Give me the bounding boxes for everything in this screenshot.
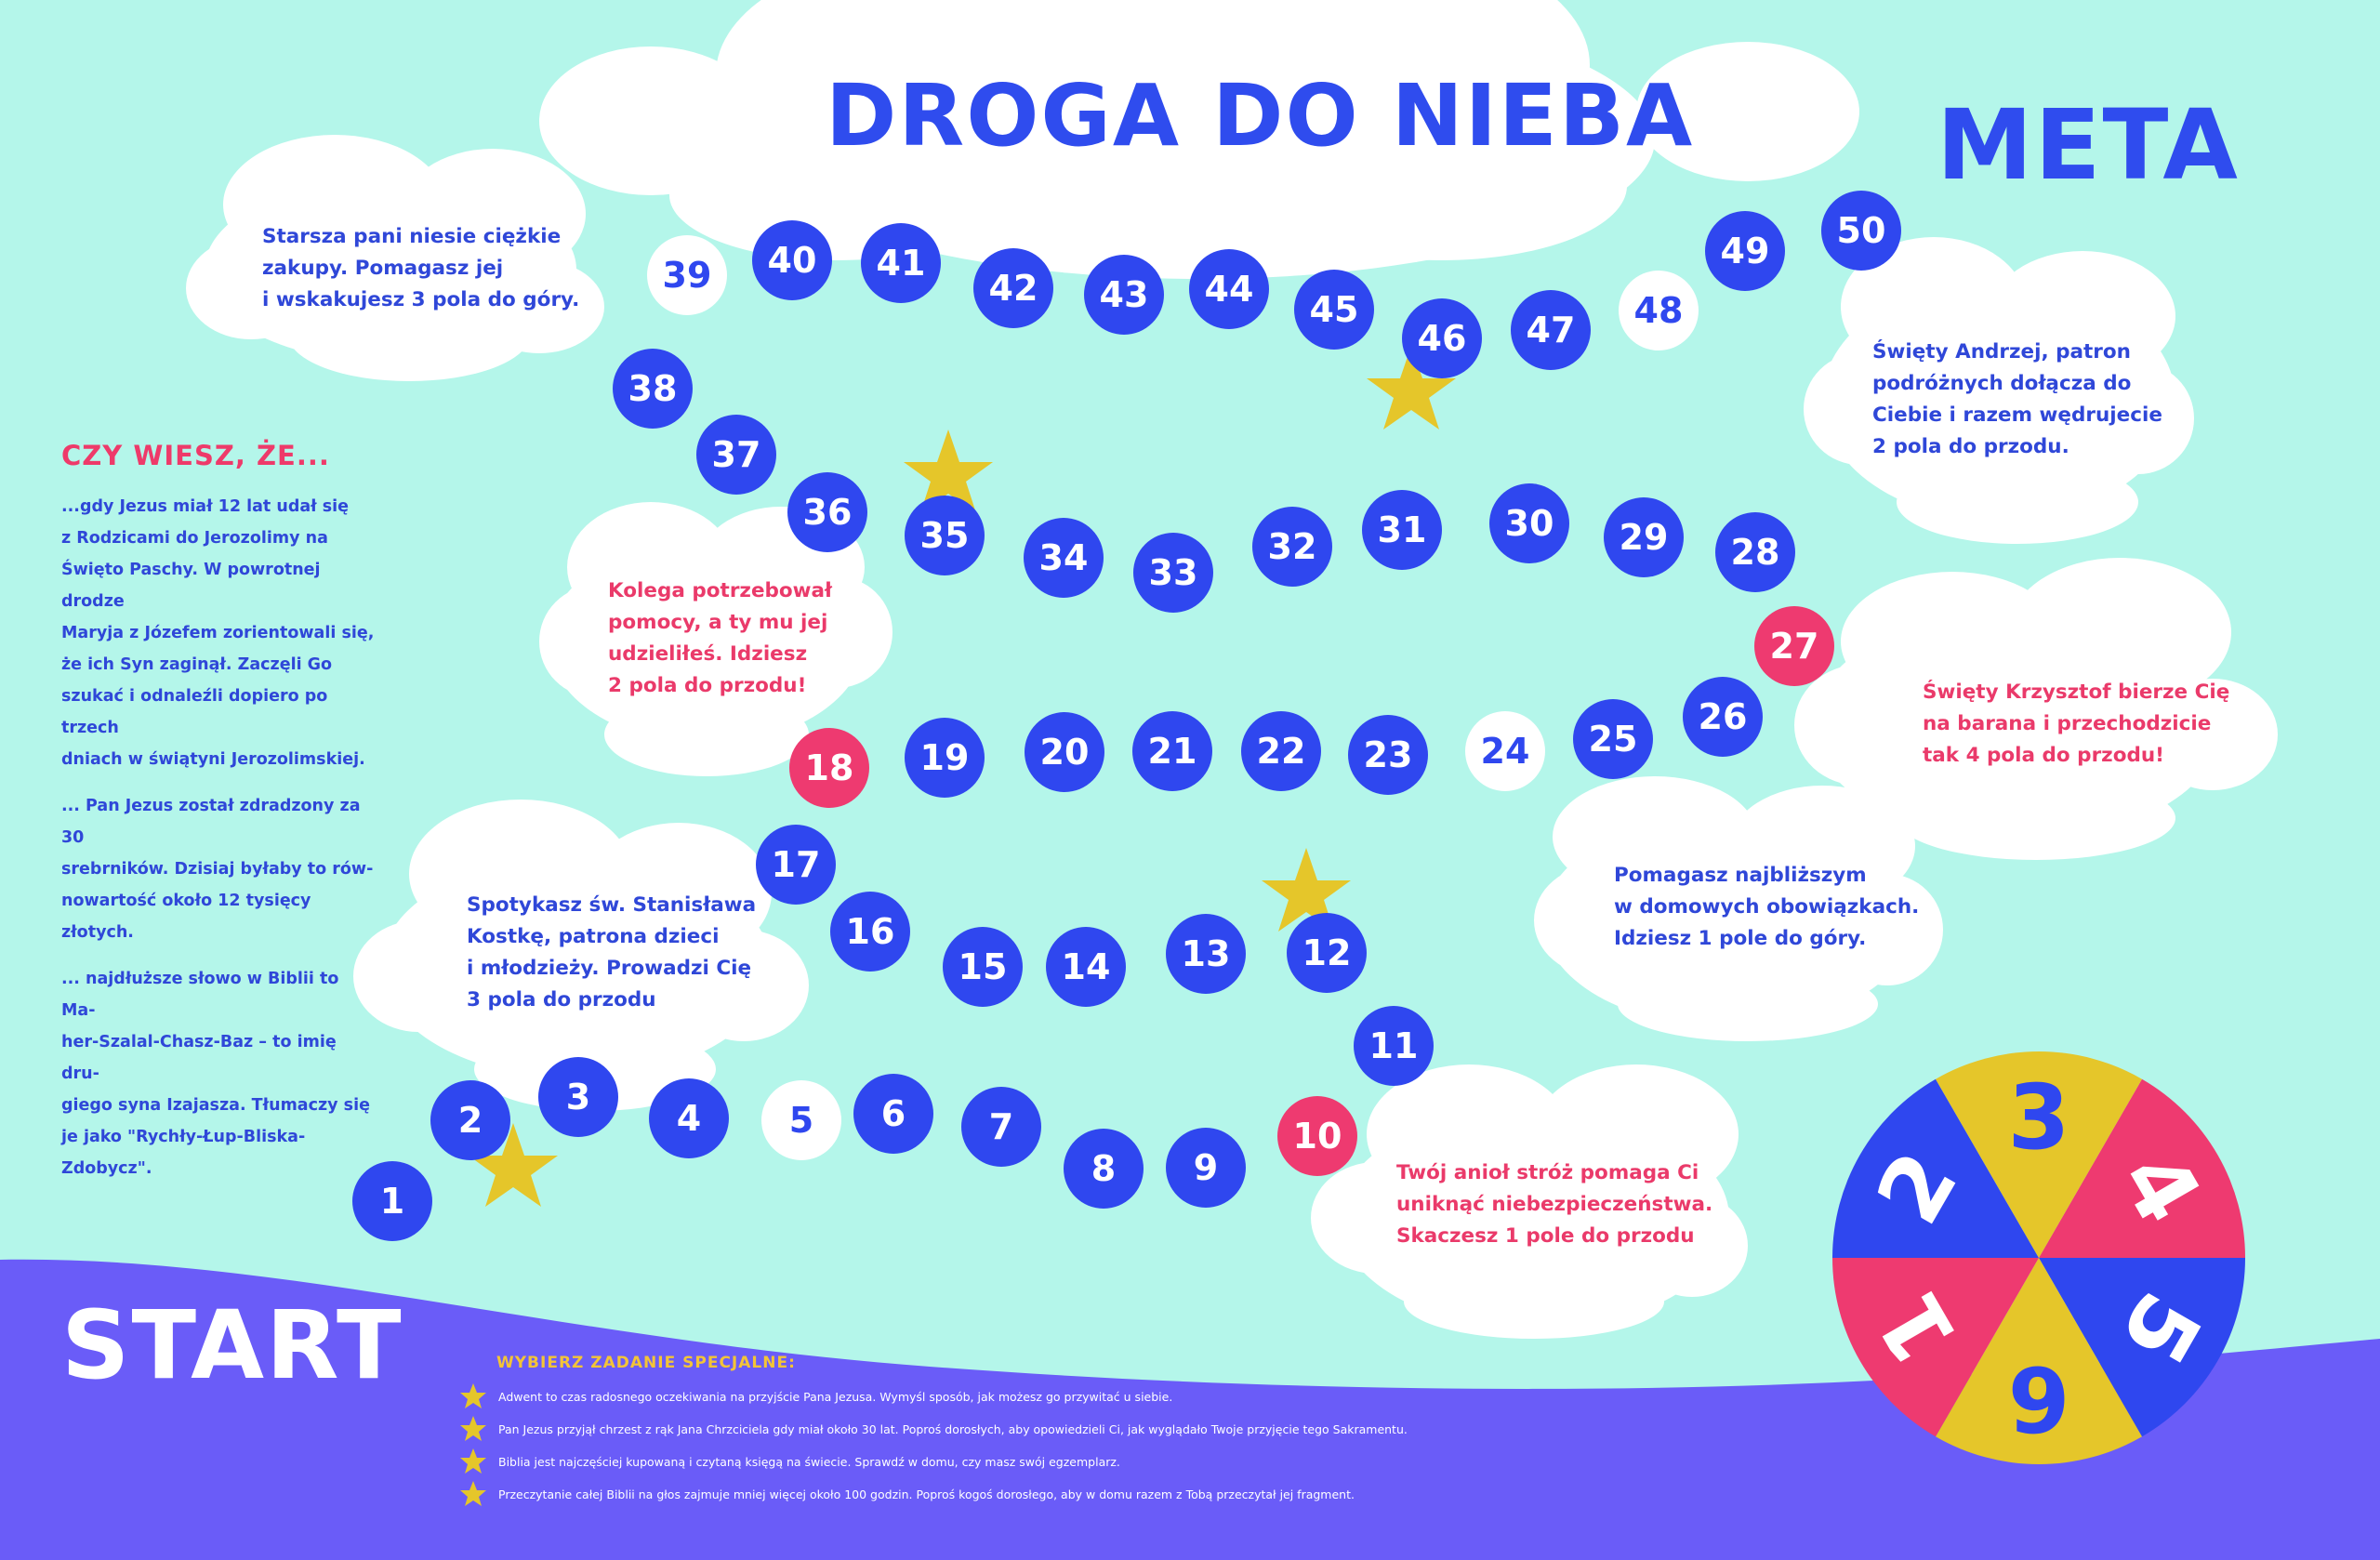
star-icon <box>459 1382 487 1410</box>
special-task-item <box>459 1415 1408 1443</box>
board-field-14: 14 <box>1046 927 1126 1007</box>
board-field-27: 27 <box>1754 606 1834 686</box>
special-task-text: Przeczytanie całej Biblii na głos zajmuje mniej więcej około 100 godzin. Poproś kogoś dorosłego, aby w domu razem z Tobą przeczytał jej fragment. <box>498 1487 1355 1501</box>
special-task-item <box>459 1480 1355 1508</box>
board-field-29: 29 <box>1604 497 1684 577</box>
spinner-label: 2 <box>1857 1134 1978 1241</box>
board-field-3: 3 <box>538 1057 618 1137</box>
cloud-text-andrzej: Święty Andrzej, patron podróżnych dołącza do Ciebie i razem wędrujecie 2 pola do przodu. <box>1872 340 2162 458</box>
board-field-38: 38 <box>613 349 693 429</box>
board-field-8: 8 <box>1064 1129 1144 1209</box>
board-field-32: 32 <box>1252 507 1332 587</box>
special-task-item <box>459 1448 1120 1475</box>
board-field-24: 24 <box>1465 711 1545 791</box>
board-field-19: 19 <box>905 718 985 798</box>
board-field-35: 35 <box>905 496 985 575</box>
spinner-label: 1 <box>1857 1275 1978 1382</box>
star-icon <box>459 1415 487 1443</box>
board-field-13: 13 <box>1166 914 1246 994</box>
special-tasks-heading: WYBIERZ ZADANIE SPECJALNE: <box>496 1354 796 1372</box>
special-task-item <box>459 1382 1172 1410</box>
board-field-43: 43 <box>1084 255 1164 335</box>
board-field-1: 1 <box>352 1161 432 1241</box>
spinner-label: 3 <box>2007 1065 2070 1170</box>
finish-label: META <box>1937 88 2240 202</box>
cloud-text-kolega: Kolega potrzebował pomocy, a ty mu jej udzieliłeś. Idziesz 2 pola do przodu! <box>608 579 833 697</box>
board-field-10: 10 <box>1277 1096 1357 1176</box>
board-field-40: 40 <box>752 220 832 300</box>
special-task-text: Biblia jest najczęściej kupowaną i czytaną księgą na świecie. Sprawdź w domu, czy masz swój egzemplarz. <box>498 1454 1120 1469</box>
board-field-30: 30 <box>1489 483 1569 563</box>
board-field-5: 5 <box>761 1080 841 1160</box>
board-field-12: 12 <box>1287 913 1367 993</box>
board-field-2: 2 <box>430 1080 510 1160</box>
fact-paragraph: ... Pan Jezus został zdradzony za 30 srebrników. Dzisiaj byłaby to rów- nowartość około 12 tysięcy złotych. <box>61 797 374 942</box>
board-field-36: 36 <box>787 472 867 552</box>
fact-paragraph: ... najdłuższe słowo w Biblii to Ma- her-Szalal-Chasz-Baz – to imię dru- giego syna Izajasza. Tłumaczy się je jako "Rychły-Łup-Bliska-Zdobycz". <box>61 970 370 1178</box>
spinner <box>1832 1051 2245 1464</box>
board-field-25: 25 <box>1573 699 1653 779</box>
board-field-16: 16 <box>830 892 910 972</box>
board-field-22: 22 <box>1241 711 1321 791</box>
board-field-47: 47 <box>1511 290 1591 370</box>
board-field-11: 11 <box>1354 1006 1434 1086</box>
board-field-18: 18 <box>789 728 869 808</box>
cloud-text-aniol: Twój anioł stróż pomaga Ci uniknąć niebezpieczeństwa. Skaczesz 1 pole do przodu <box>1396 1161 1713 1248</box>
board-field-50: 50 <box>1821 191 1901 271</box>
board-field-48: 48 <box>1619 271 1699 350</box>
cloud-text-stanislaw: Spotykasz św. Stanisława Kostkę, patrona dzieci i młodzieży. Prowadzi Cię 3 pola do przodu <box>467 893 757 1011</box>
board-field-28: 28 <box>1715 512 1795 592</box>
cloud-text-obowiazki: Pomagasz najbliższym w domowych obowiązkach. Idziesz 1 pole do góry. <box>1614 864 1920 950</box>
board-field-37: 37 <box>696 415 776 495</box>
board-field-4: 4 <box>649 1078 729 1158</box>
board-field-45: 45 <box>1294 270 1374 350</box>
spinner-label: 6 <box>2007 1345 2070 1450</box>
facts-heading: CZY WIESZ, ŻE... <box>61 440 330 471</box>
facts-panel <box>61 437 377 1184</box>
board-field-23: 23 <box>1348 715 1428 795</box>
board-field-21: 21 <box>1132 711 1212 791</box>
board-field-46: 46 <box>1402 298 1482 378</box>
board-field-20: 20 <box>1025 712 1104 792</box>
start-label: START <box>61 1290 403 1401</box>
board-field-7: 7 <box>961 1087 1041 1167</box>
cloud-text-krzysztof: Święty Krzysztof bierze Cię na barana i przechodzicie tak 4 pola do przodu! <box>1923 681 2230 767</box>
board-field-31: 31 <box>1362 490 1442 570</box>
board-field-34: 34 <box>1024 518 1104 598</box>
cloud-text-starsza-pani: Starsza pani niesie ciężkie zakupy. Pomagasz jej i wskakujesz 3 pola do góry. <box>262 225 580 311</box>
star-icon <box>459 1448 487 1475</box>
board-field-49: 49 <box>1705 211 1785 291</box>
spinner-label: 4 <box>2099 1134 2221 1241</box>
page-title: DROGA DO NIEBA <box>826 66 1695 165</box>
board-field-6: 6 <box>853 1074 933 1154</box>
board-field-15: 15 <box>943 927 1023 1007</box>
board-field-42: 42 <box>973 248 1053 328</box>
spinner-label: 5 <box>2099 1275 2221 1382</box>
board-field-9: 9 <box>1166 1128 1246 1208</box>
board-field-17: 17 <box>756 825 836 905</box>
board-field-44: 44 <box>1189 249 1269 329</box>
special-task-text: Pan Jezus przyjął chrzest z rąk Jana Chrzciciela gdy miał około 30 lat. Poproś dorosłych, aby opowiedzieli Ci, jak wyglądało Twoje przyjęcie tego Sakramentu. <box>498 1421 1408 1436</box>
star-icon <box>459 1480 487 1508</box>
board-field-33: 33 <box>1133 533 1213 613</box>
board-field-26: 26 <box>1683 677 1763 757</box>
special-task-text: Adwent to czas radosnego oczekiwania na przyjście Pana Jezusa. Wymyśl sposób, jak możesz go przywitać u siebie. <box>498 1389 1173 1404</box>
fact-paragraph: ...gdy Jezus miał 12 lat udał się z Rodzicami do Jerozolimy na Święto Paschy. W powrotnej drodze Maryja z Józefem zorientowali się, że ich Syn zaginął. Zaczęli Go szukać i odnaleźli dopiero po trzech dniach w świątyni Jerozolimskiej. <box>61 497 375 769</box>
board-field-41: 41 <box>861 223 941 303</box>
board-field-39: 39 <box>647 235 727 315</box>
